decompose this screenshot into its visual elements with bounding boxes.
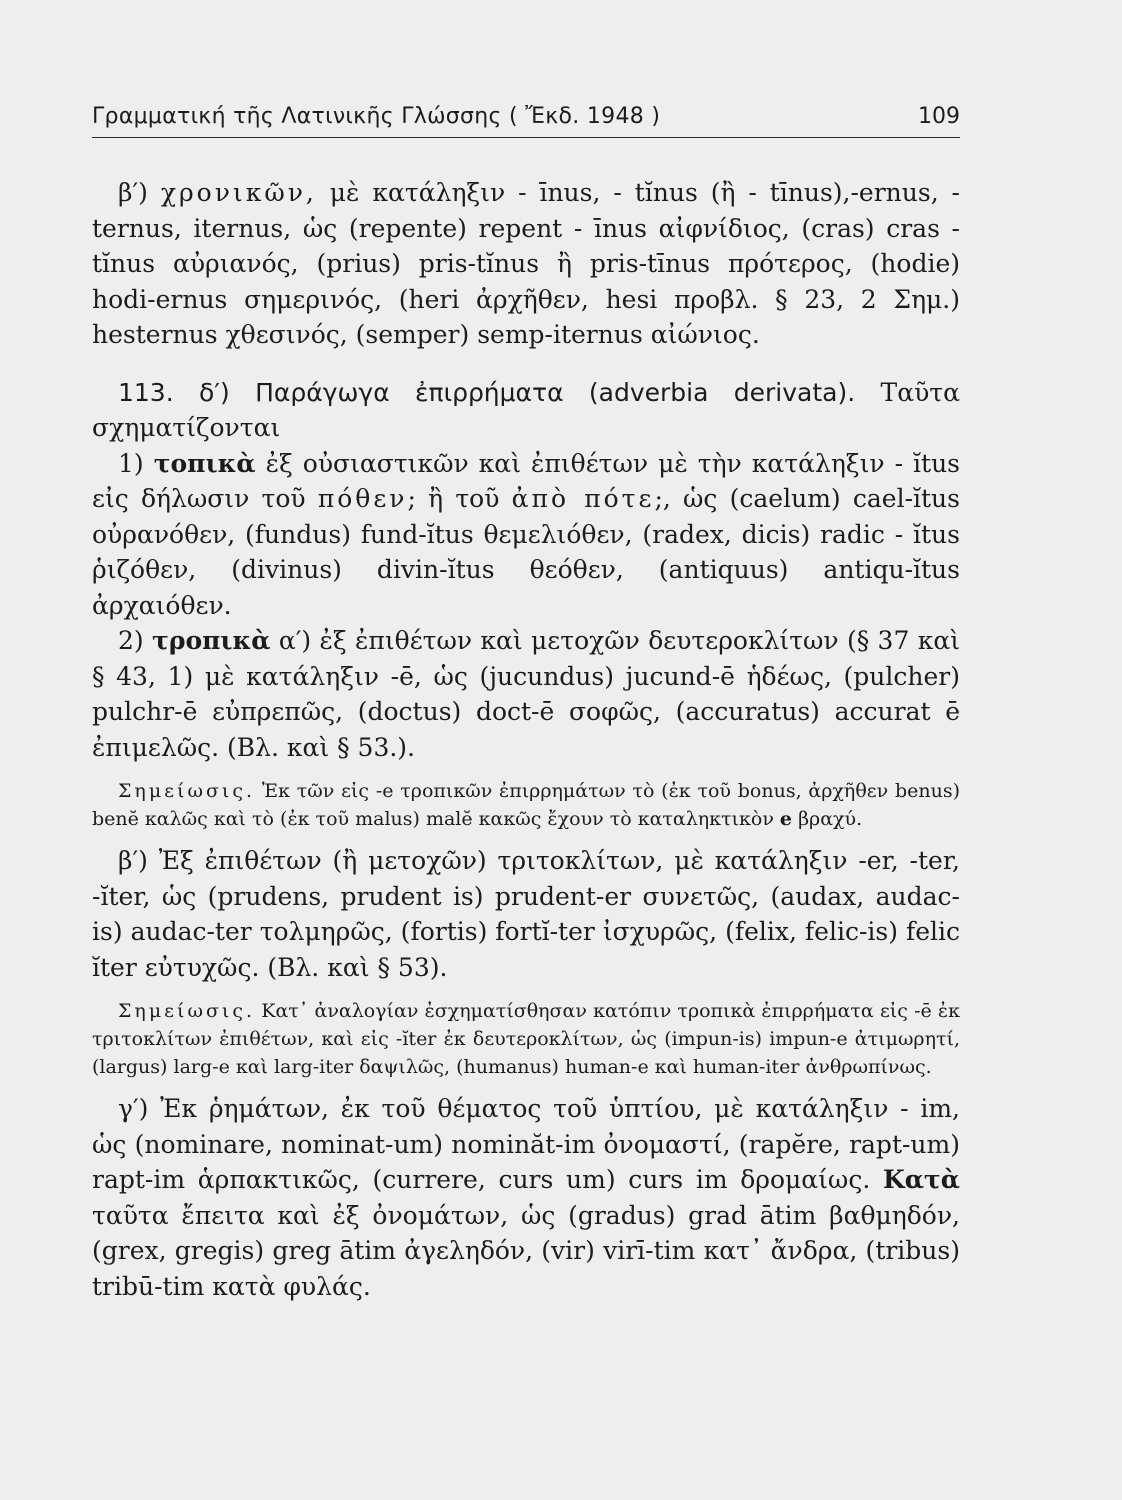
page-body — [92, 175, 960, 1304]
paragraph-rhemata — [92, 1091, 960, 1304]
bold-start: Κατὰ — [882, 1165, 960, 1194]
paragraph-text: μὲ κατάληξιν - īnus, - tĭnus (ἢ - tīnus),-ernus, -ternus, iternus, ὡς (repente) repent - īnus αἰφνίδιος, (cras) cras - tĭnus αὐριανός, (prius) pris-tĭnus ἢ pris-tīnus πρότερος, (hodie) hodi-ernus σημερινός, (heri ἀρχῆθεν, hesi προβλ. § 23, 2 Σημ.) hesternus χθεσινός, (semper) semp-iternus αἰώνιος. — [92, 178, 961, 349]
section-number: 113. — [118, 377, 174, 407]
note-text: Κατ᾽ ἀναλογίαν ἐσχηματίσθησαν κατόπιν τροπικὰ ἐπιρρήματα εἰς -ē ἐκ τριτοκλίτων ἐπιθέτων, καὶ εἰς -ĭter ἐκ δευτεροκλίτων, ὡς (impun-is) impun-e ἀτιμωρητί, (largus) larg-e καὶ larg-iter δαψιλῶς, (humanus) human-e καὶ human-iter ἀνθρωπίνως. — [92, 1000, 961, 1078]
paragraph-tritoklita — [92, 843, 960, 985]
spaced-word: ἀπὸ πότε — [511, 484, 655, 513]
note-2 — [92, 997, 960, 1081]
item-tropika — [92, 623, 960, 765]
item-topika — [92, 446, 960, 624]
spaced-term: χρονικῶν, — [160, 178, 317, 207]
section-113 — [92, 375, 960, 446]
item-term: τοπικὰ — [153, 448, 256, 478]
paragraph-chronika — [92, 175, 960, 353]
spaced-word: πόθεν — [317, 484, 408, 513]
running-header — [92, 104, 960, 138]
paragraph-text: β′) Ἐξ ἐπιθέτων (ἢ μετοχῶν) τριτοκλίτων, μὲ κατάληξιν -er, -ter, -ĭter, ὡς (prudens, prudent is) prudent-er συνετῶς, (audax, audac-is) audac-ter τολμηρῶς, (fortis) fortĭ-ter ἰσχυρῶς, (felix, felic-is) felic ĭter εὐτυχῶς. (Βλ. καὶ § 53). — [92, 846, 960, 982]
section-text: Ταῦτα σχηματίζονται — [92, 377, 960, 442]
page-number: 109 — [918, 104, 960, 129]
item-text: ; ἢ τοῦ — [407, 484, 500, 513]
note-label: Σημείωσις. — [118, 1000, 256, 1022]
item-text: ;, ὡς (caelum) cael-ĭtus οὐρανόθεν, (fundus) fund-ĭtus θεμελιόθεν, (radex, dicis) radic - ĭtus ῥιζόθεν, (divinus) divin-ĭtus θεόθεν, (antiquus) antiqu-ĭtus ἀρχαιόθεν. — [92, 484, 960, 620]
item-term: τροπικὰ — [152, 626, 271, 655]
note-bold-letter: e — [779, 808, 793, 830]
paragraph-label: β′) — [118, 178, 148, 207]
section-heading: δ′) Παράγωγα ἐπιρρήματα (adverbia derivata). — [199, 377, 856, 407]
item-text: ἐξ οὐσιαστικῶν καὶ ἐπιθέτων μὲ τὴν κατάληξιν - ĭtus εἰς δήλωσιν τοῦ — [92, 448, 960, 513]
header-title: Γραμματική τῆς Λατινικῆς Γλώσσης ( Ἔκδ. 1948 ) — [92, 104, 661, 129]
note-1 — [92, 777, 960, 833]
note-text: Ἐκ τῶν εἰς -e τροπικῶν ἐπιρρημάτων τὸ (ἐκ τοῦ bonus, ἀρχῆθεν benus) benĕ καλῶς καὶ τὸ (ἐκ τοῦ malus) malĕ κακῶς ἔχουν τὸ καταληκτικὸν — [92, 780, 960, 830]
paragraph-text: γ′) Ἐκ ῥημάτων, ἐκ τοῦ θέματος τοῦ ὑπτίου, μὲ κατάληξιν - im, ὡς (nominare, nominat-um) nominăt-im ὀνομαστί, (rapĕre, rapt-um) rapt-im ἁρπακτικῶς, (currere, curs um) curs im δρομαίως. — [92, 1094, 960, 1194]
note-label: Σημείωσις. — [118, 780, 256, 802]
note-text: βραχύ. — [798, 808, 863, 830]
paragraph-text: ταῦτα ἔπειτα καὶ ἐξ ὀνομάτων, ὡς (gradus) grad ātim βαθμηδόν, (grex, gregis) greg ātim ἀγεληδόν, (vir) virī-tim κατ᾽ ἄνδρα, (tribus) tribū-tim κατὰ φυλάς. — [92, 1200, 960, 1301]
item-text: α′) ἐξ ἐπιθέτων καὶ μετοχῶν δευτεροκλίτων (§ 37 καὶ § 43, 1) μὲ κατάληξιν -ē, ὡς (jucundus) jucund-ē ἡδέως, (pulcher) pulchr-ē εὐπρεπῶς, (doctus) doct-ē σοφῶς, (accuratus) accurat ē ἐπιμελῶς. (Βλ. καὶ § 53.). — [92, 626, 960, 762]
item-label: 2) — [118, 626, 144, 655]
item-label: 1) — [118, 448, 144, 478]
